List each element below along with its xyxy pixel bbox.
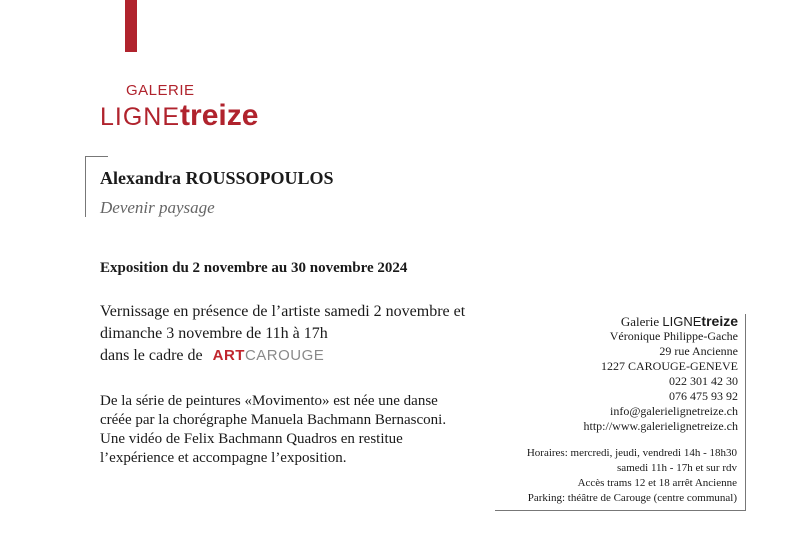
contact-city: 1227 CAROUGE-GENEVE bbox=[601, 359, 738, 373]
logo-galerie-text: GALERIE bbox=[126, 82, 195, 99]
hours-block bbox=[527, 446, 737, 506]
vernissage-paragraph bbox=[100, 301, 520, 367]
hours-line-4: Parking: théâtre de Carouge (centre communal) bbox=[527, 492, 737, 504]
artcarouge-art: ART bbox=[212, 347, 245, 364]
description-line: De la série de peintures «Movimento» est née une danse bbox=[100, 393, 438, 409]
exhibition-title: Devenir paysage bbox=[100, 198, 215, 217]
vernissage-prefix: dans le cadre de bbox=[100, 347, 203, 364]
contact-gallery-ligne: LIGNE bbox=[662, 314, 702, 329]
description-line: l’expérience et accompagne l’exposition. bbox=[100, 450, 347, 466]
description-line: Une vidéo de Felix Bachmann Quadros en restitue bbox=[100, 431, 403, 447]
gallery-logo bbox=[100, 99, 258, 133]
hours-line-2: samedi 11h - 17h et sur rdv bbox=[617, 462, 737, 474]
artcarouge-carouge: CAROUGE bbox=[244, 347, 325, 364]
description-line: créée par la chorégraphe Manuela Bachmann Bernasconi. bbox=[100, 412, 447, 428]
hours-line-3: Accès trams 12 et 18 arrêt Ancienne bbox=[577, 477, 737, 489]
contact-gallery-treize: treize bbox=[701, 313, 738, 329]
exhibition-dates: Exposition du 2 novembre au 30 novembre 2024 bbox=[100, 260, 408, 276]
logo-treize: treize bbox=[180, 99, 259, 132]
description-paragraph bbox=[100, 392, 446, 468]
vernissage-line-3 bbox=[100, 345, 520, 367]
contact-phone-2: 076 475 93 92 bbox=[669, 389, 738, 403]
artist-name: Alexandra ROUSSOPOULOS bbox=[100, 168, 334, 188]
contact-street: 29 rue Ancienne bbox=[659, 344, 738, 358]
artcarouge-logo bbox=[213, 345, 325, 367]
contact-email-link[interactable]: info@galerielignetreize.ch bbox=[610, 404, 738, 418]
vernissage-line-1: Vernissage en présence de l’artiste samedi 2 novembre et bbox=[100, 303, 466, 320]
contact-gallery-name bbox=[584, 314, 739, 329]
logo-ligne: LIGNE bbox=[100, 103, 181, 131]
decorative-red-bar bbox=[125, 0, 137, 52]
contact-gallery-prefix: Galerie bbox=[620, 314, 663, 329]
hours-line-1: Horaires: mercredi, jeudi, vendredi 14h - 18h30 bbox=[526, 447, 737, 459]
contact-phone-1: 022 301 42 30 bbox=[669, 374, 738, 388]
contact-website-link[interactable]: http://www.galerielignetreize.ch bbox=[583, 419, 738, 433]
contact-block bbox=[584, 314, 739, 434]
contact-director: Véronique Philippe-Gache bbox=[609, 329, 738, 343]
vernissage-line-2: dimanche 3 novembre de 11h à 17h bbox=[100, 325, 328, 342]
